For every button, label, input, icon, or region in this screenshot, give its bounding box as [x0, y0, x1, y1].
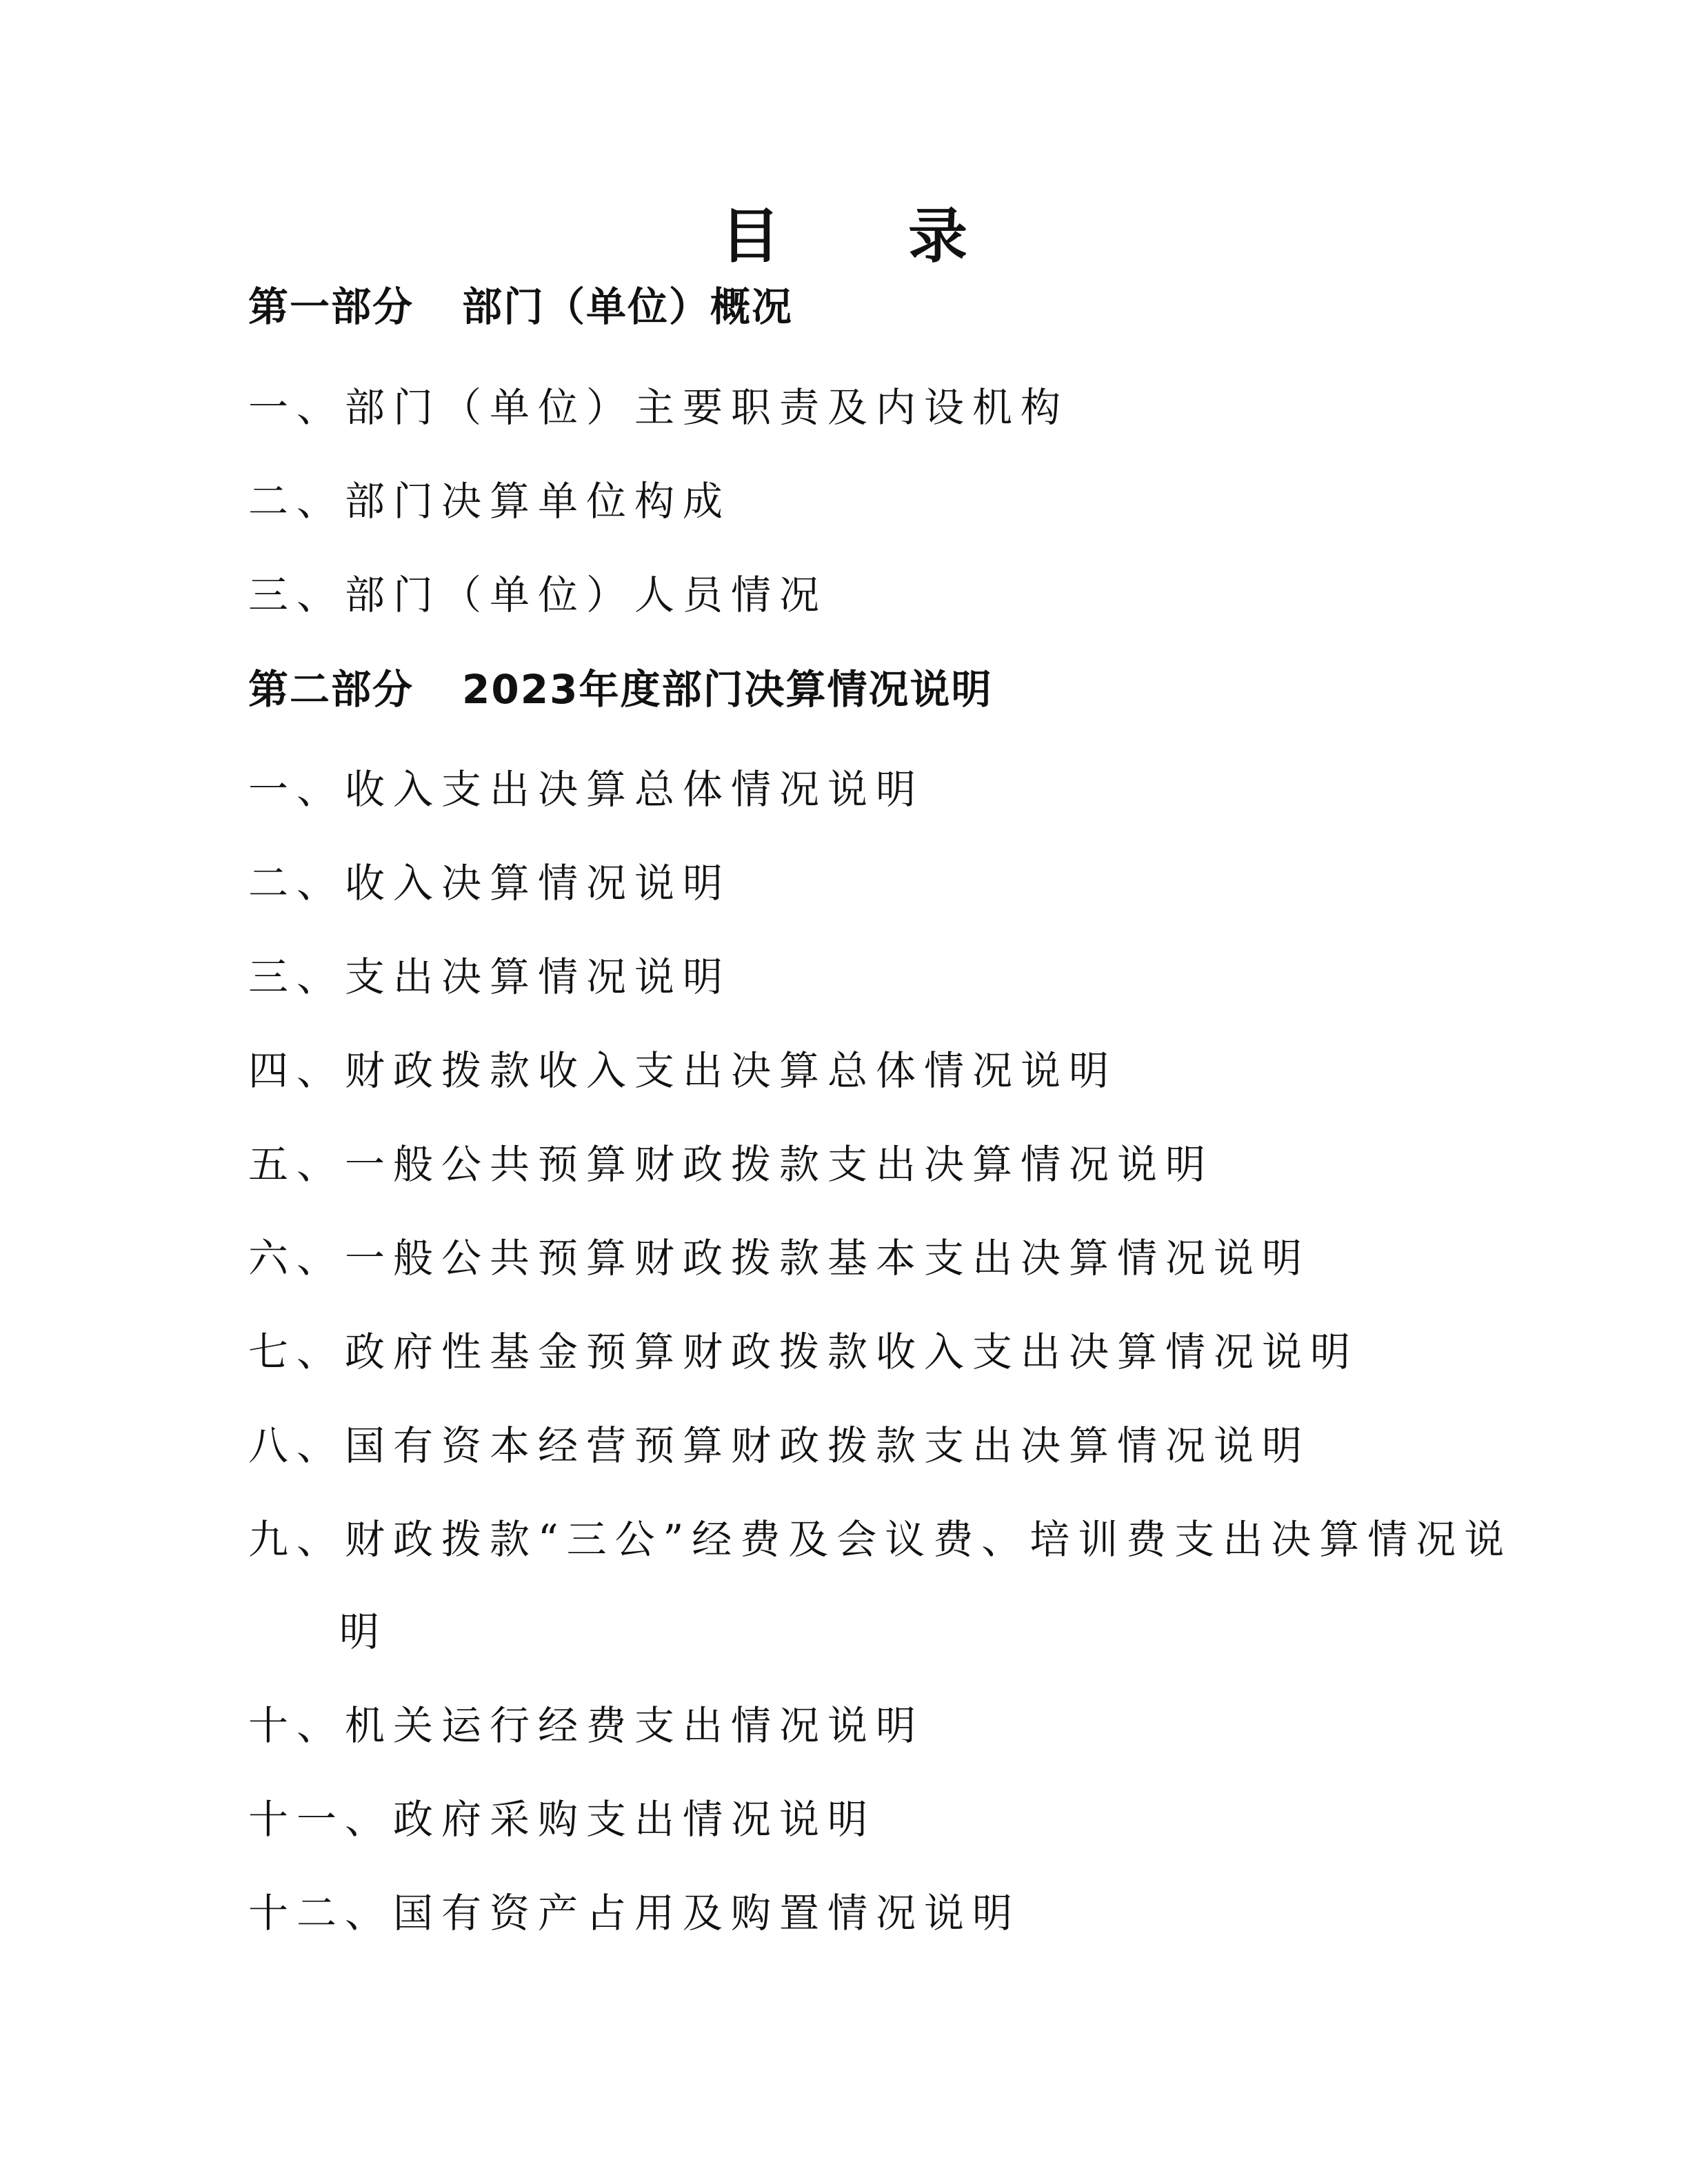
toc-entry: 四、财政拨款收入支出决算总体情况说明: [248, 1047, 1118, 1094]
toc-entry: 二、收入决算情况说明: [248, 860, 732, 907]
toc-part-2-heading: [248, 662, 992, 717]
part-2-title: 2023年度部门决算情况说明: [462, 666, 993, 713]
toc-entry: 十、机关运行经费支出情况说明: [248, 1702, 925, 1749]
toc-entry: 六、一般公共预算财政拨款基本支出决算情况说明: [248, 1235, 1311, 1282]
toc-entry: 七、政府性基金预算财政拨款收入支出决算情况说明: [248, 1328, 1359, 1375]
toc-entry: 十二、国有资产占用及购置情况说明: [248, 1890, 1021, 1937]
part-1-title: 部门（单位）概况: [462, 283, 794, 330]
toc-entry-continuation: 明: [339, 1608, 388, 1655]
toc-entry: 三、部门（单位）人员情况: [248, 572, 828, 618]
toc-entry: 一、部门（单位）主要职责及内设机构: [248, 384, 1069, 431]
toc-entry: 十一、政府采购支出情况说明: [248, 1796, 876, 1843]
toc-entry: 八、国有资本经营预算财政拨款支出决算情况说明: [248, 1422, 1311, 1469]
part-2-label: 第二部分: [248, 666, 414, 713]
toc-entry: 二、部门决算单位构成: [248, 478, 732, 525]
toc-entry: 一、收入支出决算总体情况说明: [248, 766, 925, 813]
toc-entry: 三、支出决算情况说明: [248, 953, 732, 1000]
page-title: 目 录: [721, 202, 1021, 271]
toc-entry: 五、一般公共预算财政拨款支出决算情况说明: [248, 1141, 1214, 1188]
part-1-label: 第一部分: [248, 283, 414, 330]
toc-part-1-heading: [248, 279, 793, 334]
toc-entry: 九、财政拨款“三公”经费及会议费、培训费支出决算情况说: [248, 1516, 1513, 1563]
